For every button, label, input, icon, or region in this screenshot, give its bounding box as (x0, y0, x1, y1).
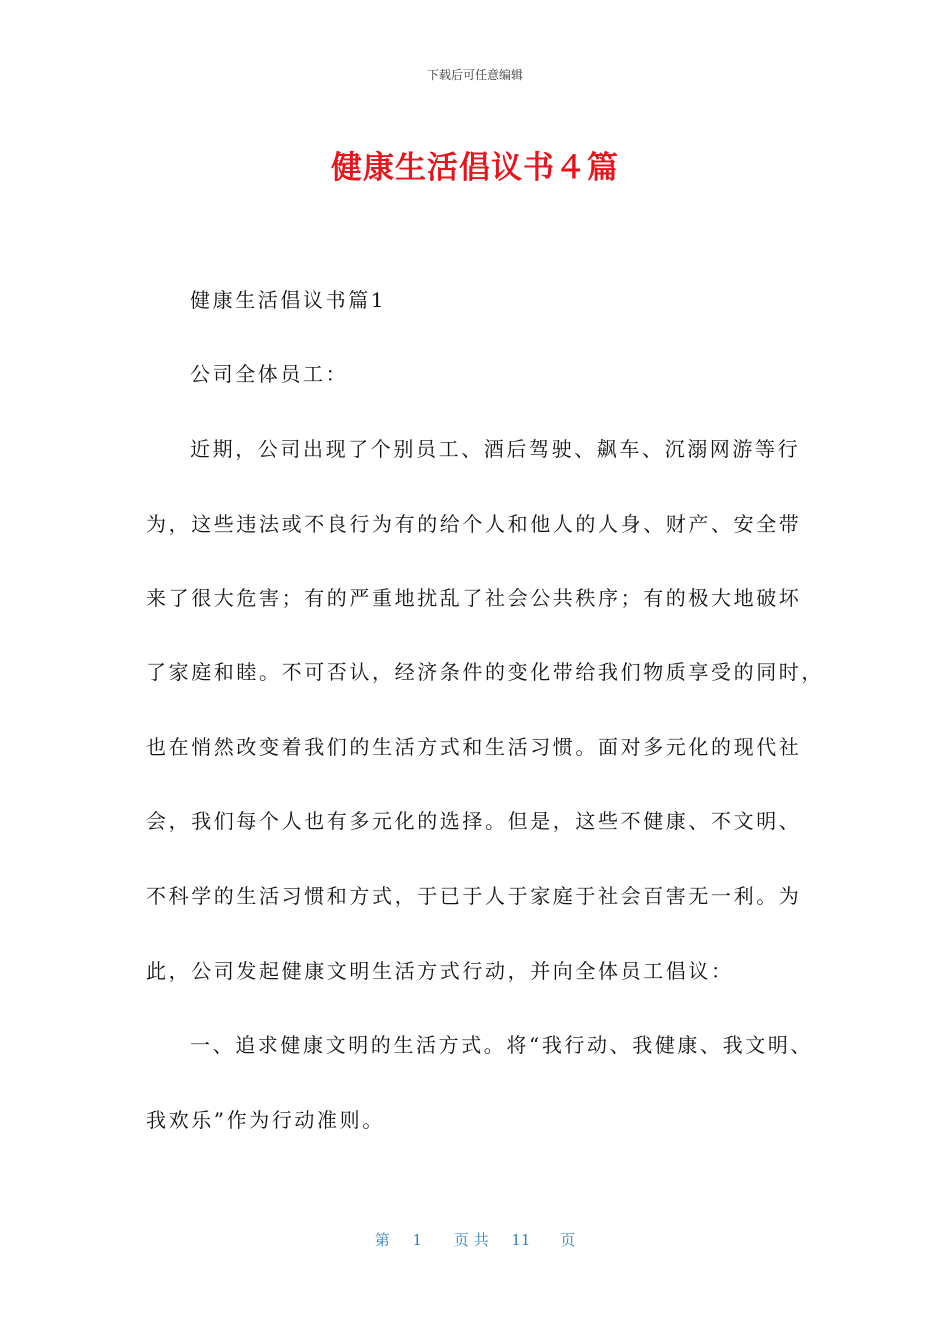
paragraph-line: 一、追求健康文明的生活方式。将“我行动、我健康、我文明、 (190, 1033, 814, 1057)
footer-page-prefix: 第 (374, 1231, 390, 1249)
footer-page-number: 1 (412, 1231, 423, 1249)
paragraph-line: 来了很大危害；有的严重地扰乱了社会公共秩序；有的极大地破坏 (146, 586, 802, 610)
document-title: 健康生活倡议书４篇 (331, 150, 619, 186)
footer-page-total: 11 (511, 1231, 531, 1249)
paragraph-line: 近期，公司出现了个别员工、酒后驾驶、飙车、沉溺网游等行 (190, 437, 801, 461)
paragraph-line: 也在悄然改变着我们的生活方式和生活习惯。面对多元化的现代社 (146, 735, 802, 759)
paragraph-line: 我欢乐”作为行动准则。 (146, 1108, 385, 1132)
paragraph-line: 为，这些违法或不良行为有的给个人和他人的人身、财产、安全带 (146, 512, 802, 536)
footer-page-mid: 页 共 (453, 1231, 489, 1249)
section-heading: 健康生活倡议书篇1 (190, 288, 387, 312)
salutation: 公司全体员工： (190, 362, 349, 386)
header-note: 下载后可任意编辑 (426, 68, 523, 82)
paragraph-line: 此，公司发起健康文明生活方式行动，并向全体员工倡议： (146, 959, 734, 983)
footer-page-suffix: 页 (560, 1231, 576, 1249)
paragraph-line: 了家庭和睦。不可否认，经济条件的变化带给我们物质享受的同时， (146, 660, 824, 684)
paragraph-line: 不科学的生活习惯和方式，于已于人于家庭于社会百害无一利。为 (146, 884, 802, 908)
page-footer (0, 1229, 950, 1250)
paragraph-line: 会，我们每个人也有多元化的选择。但是，这些不健康、不文明、 (146, 809, 802, 833)
